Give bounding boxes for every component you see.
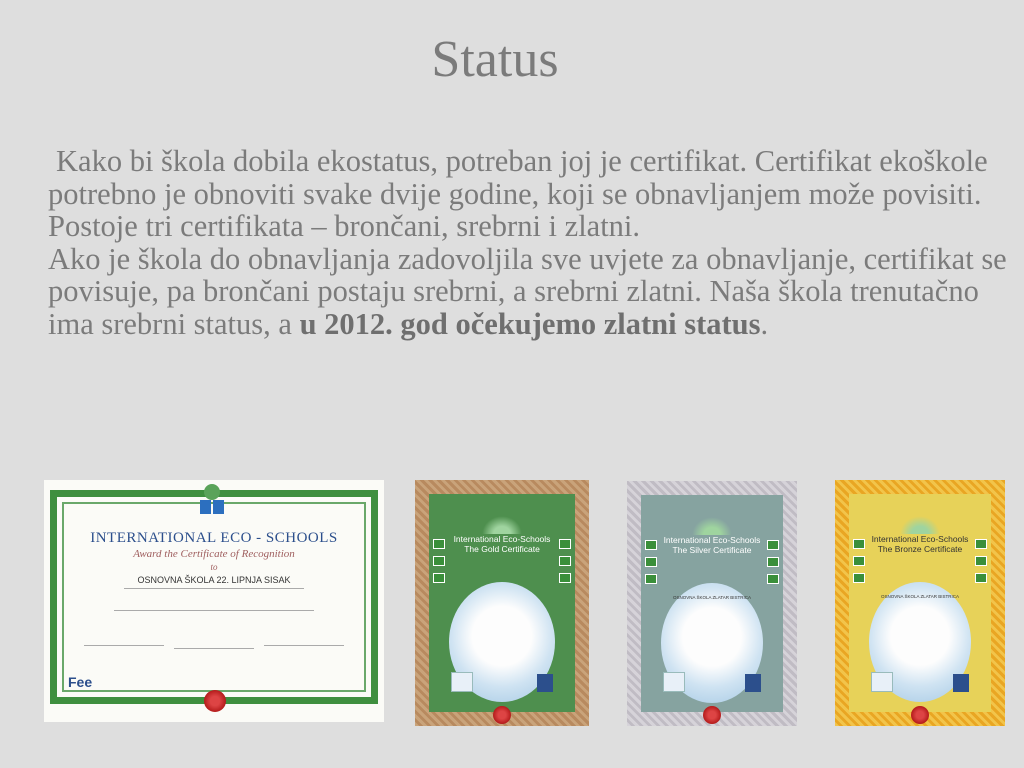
eco-schools-logo-icon xyxy=(663,672,685,692)
red-seal-icon xyxy=(493,706,511,724)
bronze-certificate-image xyxy=(835,480,1005,726)
paragraph-status-text: Ako je škola do obnavljanja zadovoljila sve uvjete za obnavljanje, certifikat se povisuje, pa brončani postaju srebrni, a srebrni zlatni. Naša škola trenutačno ima srebrni status, a xyxy=(48,241,1007,341)
gold-certificate-image xyxy=(415,480,589,726)
certificate-title-line1: International Eco-Schools xyxy=(663,535,761,545)
fee-logo-icon xyxy=(537,674,553,692)
eco-schools-logo-icon xyxy=(194,482,230,518)
tree-logo-icon xyxy=(900,516,940,534)
eco-schools-logo-icon xyxy=(451,672,473,692)
fee-logo-icon xyxy=(745,674,761,692)
certificate-title-line2: The Bronze Certificate xyxy=(877,544,963,554)
paragraph-certificates: Kako bi škola dobila ekostatus, potreban joj je certifikat. Certifikat ekoškole potrebno je obnoviti svake dvije godine, koji se obnavljanjem može povisiti. Postoje tri certifikata – brončani, srebrni i zlatni. xyxy=(48,144,988,243)
slide-title: Status xyxy=(431,31,559,88)
paragraph-status xyxy=(48,243,1020,341)
silver-certificate-image xyxy=(627,481,797,726)
certificate-school-name: OSNOVNA ŠKOLA 22. LIPNJA SISAK xyxy=(137,575,291,585)
certificate-title-line1: International Eco-Schools xyxy=(871,534,969,544)
certificate-recognition-image xyxy=(44,480,384,722)
certificate-subtitle: Award the Certificate of Recognition xyxy=(133,548,295,560)
certificate-title xyxy=(641,535,783,555)
certificate-title xyxy=(849,534,991,554)
eco-schools-logo-icon xyxy=(871,672,893,692)
fee-logo-icon xyxy=(953,674,969,692)
certificate-title: INTERNATIONAL ECO - SCHOOLS xyxy=(90,530,338,546)
red-seal-icon xyxy=(204,690,226,712)
tree-logo-icon xyxy=(692,517,732,535)
paragraph-status-end: . xyxy=(760,306,769,341)
certificate-title-line2: The Silver Certificate xyxy=(672,545,752,555)
certificate-school-name: OSNOVNA ŠKOLA ZLATAR BISTRICA xyxy=(880,594,960,599)
red-seal-icon xyxy=(911,706,929,724)
certificate-title-line1: International Eco-Schools xyxy=(453,534,551,544)
certificate-to: to xyxy=(210,562,218,572)
paragraph-status-bold: u 2012. god očekujemo zlatni status xyxy=(299,306,761,341)
certificate-title xyxy=(429,534,575,554)
tree-logo-icon xyxy=(482,516,522,534)
slide-body xyxy=(48,145,1020,340)
certificate-title-line2: The Gold Certificate xyxy=(464,544,540,554)
red-seal-icon xyxy=(703,706,721,724)
fee-logo: Fee xyxy=(68,674,93,690)
certificate-school-name: OSNOVNA ŠKOLA ZLATAR BISTRICA xyxy=(672,595,752,600)
